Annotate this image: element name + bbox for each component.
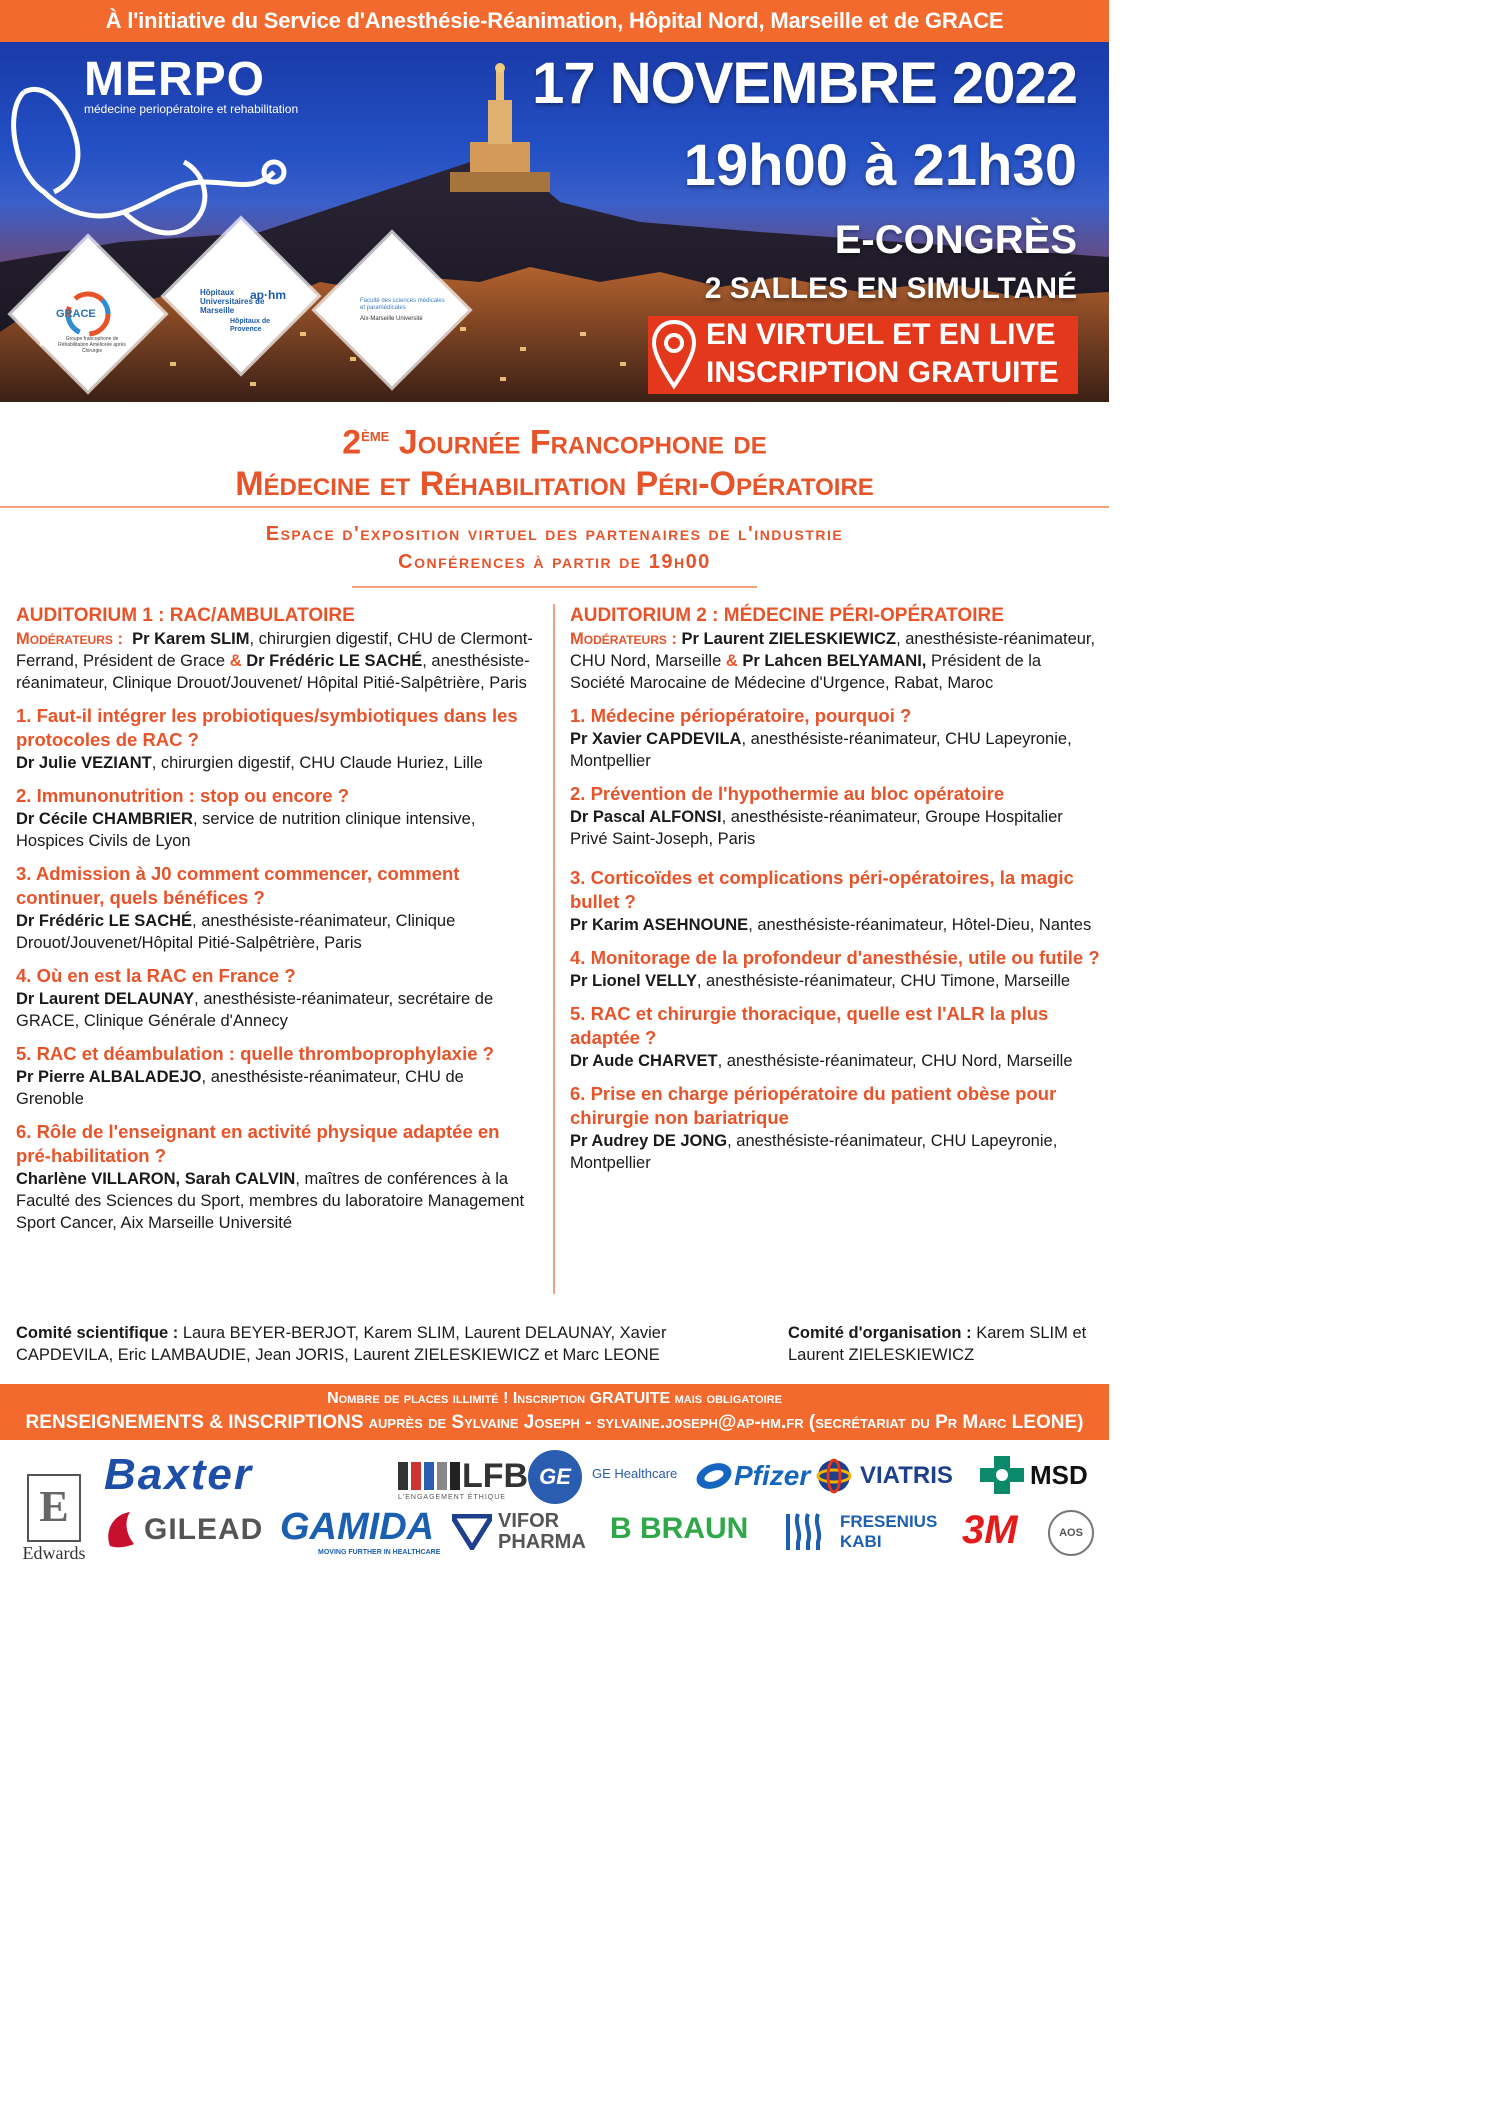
- event-date: 17 NOVEMBRE 2022: [532, 51, 1077, 116]
- 3m-logo: [962, 1508, 1018, 1553]
- auditorium-1-column: [16, 604, 536, 1234]
- moderator-1-desc: , anesthésiste-réanimateur, CHU Nord, Marseille: [570, 630, 1096, 670]
- viatris-text: VIATRIS: [860, 1462, 953, 1489]
- talk-speaker: Pr Pierre ALBALADEJO: [16, 1068, 202, 1086]
- auditorium-2-moderators: [570, 628, 1100, 694]
- title-ordinal: 2: [342, 423, 362, 462]
- viatris-logo: [816, 1458, 953, 1494]
- bbraun-logo: [610, 1512, 748, 1546]
- moderator-1-name: Pr Karem SLIM: [132, 630, 250, 648]
- gamida-logo: [280, 1506, 434, 1549]
- moderator-2-desc: , anesthésiste-réanimateur, Clinique Drouot/Jouvenet/ Hôpital Pitié-Salpêtrière, Paris: [16, 652, 530, 692]
- ge-logo: [528, 1450, 582, 1504]
- fresenius-text: FRESENIUS: [840, 1512, 938, 1531]
- fresenius-waves-icon: [782, 1510, 826, 1554]
- moderators-label: Modérateurs :: [16, 630, 123, 648]
- talk-item: [570, 866, 1100, 936]
- talk-speaker-desc: , anesthésiste-réanimateur, CHU Lapeyronie, Montpellier: [570, 730, 1072, 770]
- talk-item: [570, 782, 1100, 850]
- talk-item: [570, 1002, 1100, 1072]
- aos-text: AOS: [1059, 1527, 1083, 1539]
- talk-speaker: Dr Frédéric LE SACHÉ: [16, 912, 193, 930]
- title-ordinal-sup: ème: [361, 425, 390, 445]
- talk-speaker: Charlène VILLARON, Sarah CALVIN: [16, 1170, 296, 1188]
- gilead-logo: [104, 1510, 263, 1550]
- event-hours: 19h00 à 21h30: [683, 133, 1077, 198]
- svg-text:E: E: [39, 1482, 69, 1531]
- talk-item: [16, 964, 536, 1032]
- lfb-bars-icon: [398, 1460, 460, 1492]
- talk-item: [16, 1042, 536, 1110]
- talk-speaker-desc: , anesthésiste-réanimateur, Hôtel-Dieu, Nantes: [748, 916, 1092, 934]
- event-title: [0, 414, 1109, 505]
- scientific-committee-label: Comité scientifique :: [16, 1324, 179, 1342]
- auditorium-1-title: AUDITORIUM 1 : RAC/AMBULATOIRE: [16, 605, 355, 626]
- aphm-logo-text: Hôpitaux Universitaires de Marseille: [200, 288, 265, 315]
- gilead-text: GILEAD: [144, 1513, 264, 1546]
- bbraun-text: B BRAUN: [610, 1512, 749, 1545]
- msd-text: MSD: [1030, 1459, 1088, 1490]
- vifor-logo: [452, 1510, 586, 1554]
- talk-speaker-desc: , service de nutrition clinique intensive, Hospices Civils de Lyon: [16, 810, 476, 850]
- talk-title: 2. Immunonutrition : stop ou encore ?: [16, 785, 349, 806]
- talk-speaker-desc: , anesthésiste-réanimateur, CHU Timone, Marseille: [696, 972, 1071, 990]
- talk-speaker-desc: , anesthésiste-réanimateur, CHU Nord, Marseille: [717, 1052, 1073, 1070]
- fresenius-text-block: [840, 1512, 937, 1552]
- talk-speaker-desc: , anesthésiste-réanimateur, Clinique Drouot/Jouvenet/Hôpital Pitié-Salpêtrière, Paris: [16, 912, 456, 952]
- talk-title: 3. Corticoïdes et complications péri-opératoires, la magic bullet ?: [570, 867, 1074, 912]
- talk-speaker: Dr Aude CHARVET: [570, 1052, 718, 1070]
- pfizer-logo: [694, 1456, 810, 1496]
- msd-logo: [980, 1456, 1088, 1494]
- moderators-label: Modérateurs :: [570, 630, 677, 648]
- auditorium-2-title: AUDITORIUM 2 : MÉDECINE PÉRI-OPÉRATOIRE: [570, 605, 1004, 626]
- subtitle-line2: Conférences à partir de 19h00: [398, 551, 711, 573]
- talk-speaker: Dr Laurent DELAUNAY: [16, 990, 195, 1008]
- registration-line1: Nombre de places illimité ! Inscription GRATUITE mais obligatoire: [327, 1390, 782, 1407]
- gamida-tagline: MOVING FURTHER IN HEALTHCARE: [318, 1549, 441, 1556]
- talk-item: [16, 784, 536, 852]
- talk-title: 2. Prévention de l'hypothermie au bloc opératoire: [570, 783, 1005, 804]
- ge-healthcare-logo: [592, 1466, 677, 1481]
- ge-healthcare-text: GE Healthcare: [592, 1466, 678, 1481]
- gamida-text: GAMIDA: [280, 1506, 435, 1548]
- organizing-committee: [788, 1322, 1098, 1366]
- grace-logo-caption: Groupe francophone de Réhabilitation Améliorée après Chirurgie: [58, 336, 126, 354]
- lfb-text: LFB: [462, 1456, 529, 1495]
- faculte-logo-text: Faculté des sciences médicales et paramédicales: [360, 298, 445, 311]
- vifor-triangle-icon: [452, 1514, 492, 1550]
- talk-title: 6. Rôle de l'enseignant en activité physique adaptée en pré-habilitation ?: [16, 1121, 500, 1166]
- hero-banner: [0, 42, 1109, 402]
- lfb-tagline: L'ENGAGEMENT ÉTHIQUE: [398, 1494, 506, 1501]
- talk-item: [570, 1082, 1100, 1174]
- registration-line2[interactable]: RENSEIGNEMENTS & INSCRIPTIONS auprès de Sylvaine Joseph - sylvaine.joseph@ap-hm.fr (secrétariat du Pr Marc LEONE): [25, 1412, 1084, 1433]
- merpo-brand: MERPO: [84, 53, 266, 106]
- talk-item: [16, 704, 536, 774]
- talk-speaker: Pr Audrey DE JONG: [570, 1132, 728, 1150]
- moderator-2-desc: Président de la Société Marocaine de Médecine d'Urgence, Rabat, Maroc: [570, 652, 1042, 692]
- talk-speaker: Dr Julie VEZIANT: [16, 754, 152, 772]
- talk-speaker: Pr Lionel VELLY: [570, 972, 697, 990]
- event-format: E-CONGRÈS: [834, 218, 1077, 262]
- talk-speaker-desc: , anesthésiste-réanimateur, CHU Lapeyronie, Montpellier: [570, 1132, 1058, 1172]
- talk-title: 1. Médecine périopératoire, pourquoi ?: [570, 705, 912, 726]
- event-subtitle: [0, 520, 1109, 576]
- talk-item: [570, 704, 1100, 772]
- talk-item: [570, 946, 1100, 992]
- divider-subtitle: [352, 586, 757, 588]
- talk-title: 6. Prise en charge périopératoire du patient obèse pour chirurgie non bariatrique: [570, 1083, 1057, 1128]
- talk-speaker-desc: , maîtres de conférences à la Faculté des Sciences du Sport, membres du laboratoire Management Sport Cancer, Aix Marseille Université: [16, 1170, 525, 1232]
- organizing-committee-members: Karem SLIM et Laurent ZIELESKIEWICZ: [788, 1324, 1087, 1364]
- ampersand: &: [725, 652, 738, 670]
- moderator-2-name: Pr Lahcen BELYAMANI,: [742, 652, 927, 670]
- baxter-text: Baxter: [104, 1450, 253, 1499]
- talk-speaker: Pr Xavier CAPDEVILA: [570, 730, 742, 748]
- talk-speaker-desc: , anesthésiste-réanimateur, CHU de Grenoble: [16, 1068, 464, 1108]
- talk-speaker-desc: , anesthésiste-réanimateur, Groupe Hospitalier Privé Saint-Joseph, Paris: [570, 808, 1063, 848]
- ampersand: &: [229, 652, 242, 670]
- talk-title: 4. Où en est la RAC en France ?: [16, 965, 296, 986]
- moderator-1-name: Pr Laurent ZIELESKIEWICZ: [681, 630, 897, 648]
- edwards-logo: [14, 1456, 94, 1564]
- vifor-pharma-text: PHARMA: [498, 1531, 586, 1553]
- talk-title: 5. RAC et déambulation : quelle thromboprophylaxie ?: [16, 1043, 494, 1064]
- title-line1-text: Journée Francophone de: [389, 423, 767, 462]
- pfizer-pill-icon: [694, 1459, 734, 1493]
- talk-item: [16, 1120, 536, 1234]
- merpo-subtitle: médecine periopératoire et rehabilitation: [84, 102, 299, 116]
- initiative-text: À l'initiative du Service d'Anesthésie-Réanimation, Hôpital Nord, Marseille et de GRACE: [105, 8, 1004, 33]
- auditorium-2-column: [570, 604, 1100, 1174]
- kabi-text: KABI: [840, 1532, 882, 1551]
- fresenius-logo: [782, 1508, 937, 1556]
- registration-banner: [0, 1384, 1109, 1440]
- gilead-mark-icon: [104, 1510, 138, 1550]
- moderator-1-desc: , chirurgien digestif, CHU de Clermont-Ferrand, Président de Grace: [16, 630, 533, 670]
- viatris-globe-icon: [816, 1458, 852, 1494]
- 3m-text: 3M: [962, 1508, 1018, 1552]
- talk-speaker-desc: , anesthésiste-réanimateur, secrétaire de GRACE, Clinique Générale d'Annecy: [16, 990, 494, 1030]
- talk-title: 5. RAC et chirurgie thoracique, quelle est l'ALR la plus adaptée ?: [570, 1003, 1049, 1048]
- talk-title: 1. Faut-il intégrer les probiotiques/symbiotiques dans les protocoles de RAC ?: [16, 705, 518, 750]
- column-divider: [553, 604, 555, 1294]
- auditorium-1-moderators: [16, 628, 536, 694]
- pfizer-text: Pfizer: [734, 1460, 811, 1491]
- baxter-logo: [104, 1452, 253, 1498]
- edwards-text: Edwards: [22, 1543, 86, 1563]
- event-title-line1: [0, 414, 1109, 463]
- location-pin-icon: [652, 320, 696, 390]
- event-rooms: 2 SALLES EN SIMULTANÉ: [704, 272, 1077, 305]
- talk-speaker-desc: , chirurgien digestif, CHU Claude Huriez, Lille: [151, 754, 483, 772]
- live-registration-box[interactable]: [648, 316, 1078, 394]
- msd-cross-icon: [980, 1456, 1024, 1494]
- vifor-text: VIFOR: [498, 1510, 560, 1532]
- aos-logo: [1048, 1510, 1094, 1556]
- faculte-logo-caption: Aix-Marseille Université: [360, 316, 423, 322]
- aphm-logo-mark: ap·hm: [250, 288, 286, 302]
- scientific-committee: [16, 1322, 756, 1366]
- talk-item: [16, 862, 536, 954]
- grace-logo-text: GRACE: [56, 308, 96, 320]
- ge-text: GE: [539, 1464, 571, 1489]
- lfb-logo: [398, 1456, 528, 1496]
- live-text: EN VIRTUEL ET EN LIVE: [706, 318, 1056, 351]
- edwards-emblem-icon: [24, 1473, 84, 1543]
- initiative-banner: [0, 0, 1109, 42]
- talk-title: 4. Monitorage de la profondeur d'anesthésie, utile ou futile ?: [570, 947, 1100, 968]
- scientific-committee-members: Laura BEYER-BERJOT, Karem SLIM, Laurent DELAUNAY, Xavier CAPDEVILA, Eric LAMBAUDIE, Jean JORIS, Laurent ZIELESKIEWICZ et Marc LEONE: [16, 1324, 667, 1364]
- talk-speaker: Pr Karim ASEHNOUNE: [570, 916, 749, 934]
- aphm-logo-caption: Hôpitaux de Provence: [230, 318, 271, 333]
- registration-text: INSCRIPTION GRATUITE: [706, 356, 1059, 389]
- divider-title: [0, 506, 1109, 508]
- talk-speaker: Dr Pascal ALFONSI: [570, 808, 722, 826]
- moderator-2-name: Dr Frédéric LE SACHÉ: [246, 652, 423, 670]
- talk-speaker: Dr Cécile CHAMBRIER: [16, 810, 193, 828]
- subtitle-line1: Espace d'exposition virtuel des partenaires de l'industrie: [265, 523, 844, 545]
- talk-title: 3. Admission à J0 comment commencer, comment continuer, quels bénéfices ?: [16, 863, 460, 908]
- vifor-text-block: [498, 1511, 586, 1553]
- organizing-committee-label: Comité d'organisation :: [788, 1324, 972, 1342]
- event-title-line2: Médecine et Réhabilitation Péri-Opératoire: [235, 465, 874, 504]
